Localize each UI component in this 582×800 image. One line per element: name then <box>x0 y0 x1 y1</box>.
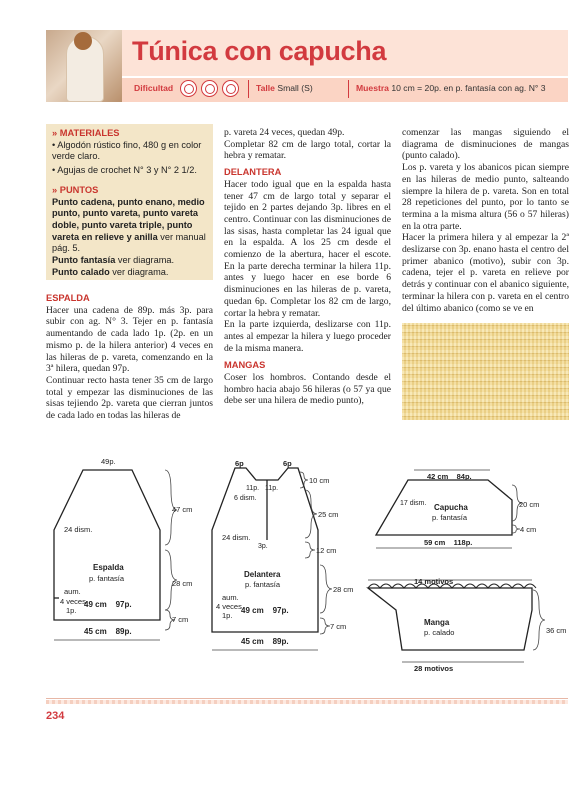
espalda-name: Espalda <box>93 563 124 572</box>
points-line: Punto calado ver diagrama. <box>52 266 169 277</box>
body-text: Hacer todo igual que en la espalda hasta tener 47 cm de largo total y separar el tejido en 2 partes dejando 3p. libres en el centro. Continuar con las disminuciones de las sisas, hasta completar las 24 igual que en la espalda. A los 25 cm desde el comienzo de la abertura, hacer el escote. En la parte derecha terminar la hilera 11p. antes y luego hacer en ese borde 6 disminuciones en las hileras de p. vareta, quedan 6p. Completar los 82 cm de largo, cortar la hebra y rematar. <box>224 178 391 319</box>
body-text: Hacer la primera hilera y al empezar la 2ª deslizarse con 3p. enano hasta el centro del primer abanico (motivo), subir con 3p. cadena, tejer el p. vareta en relieve por detrás y continuar con el abanico siguiente, terminar la hilera con p. vareta en el centro del último abanico (como se ve en <box>402 232 569 314</box>
points-line: Punto cadena, punto enano, medio punto, punto vareta, punto vareta doble, punto vareta triple, punto vareta en relieve y anilla ver manual pág. 5. <box>52 196 206 254</box>
delantera-shoulder-r: 6p <box>283 459 292 468</box>
capucha-name: Capucha <box>434 503 468 512</box>
delantera-onep: 1p. <box>222 611 233 620</box>
espalda-aum: aum. <box>64 587 81 596</box>
manga-name: Manga <box>424 618 450 627</box>
espalda-h1: 47 cm <box>172 505 193 514</box>
espalda-text: Hacer una cadena de 89p. más 3p. para subir con ag. N° 3. Tejer en p. fantasía aumentando de cada lado 1p. (2p. en un mismo p. de la hilera anterior) 4 veces en las hileras de p. vareta, comenzando en la 3ª hilera, quedan 97p. <box>46 304 213 375</box>
delantera-heading: DELANTERA <box>224 167 282 178</box>
delantera-h1: 10 cm <box>309 476 330 485</box>
size-info: Talle Small (S) <box>256 83 313 93</box>
delantera-h3: 12 cm <box>316 546 337 555</box>
espalda-width: 49 cm 97p. <box>84 600 132 609</box>
delantera-h5: 7 cm <box>330 622 347 631</box>
difficulty-label: Dificultad <box>134 83 174 93</box>
espalda-base: 45 cm 89p. <box>84 627 132 636</box>
points-heading: » PUNTOS <box>52 184 99 195</box>
materials-item: • Agujas de crochet N° 3 y N° 2 1/2. <box>52 165 197 176</box>
delantera-shoulder-l: 6p <box>235 459 244 468</box>
materials-heading: » MATERIALES <box>52 128 120 138</box>
chevron-right-icon: » <box>52 184 58 195</box>
body-text: comenzar las mangas siguiendo el diagrama de disminuciones de mangas (punto calado). <box>402 127 569 162</box>
capucha-h2: 4 cm <box>520 525 537 534</box>
body-text: Coser los hombros. Contando desde el hombro hacia abajo 56 hileras (o 57 ya que debe ser una hilera de medio punto), <box>224 372 391 407</box>
body-text: En la parte izquierda, deslizarse con 11p. antes al empezar la hilera y luego proceder de la misma manera. <box>224 319 391 354</box>
delantera-veces: 4 veces <box>216 602 242 611</box>
materials-item: • Algodón rústico fino, 480 g en color verde claro. <box>52 139 202 162</box>
body-text: p. vareta 24 veces, quedan 49p. <box>224 127 345 138</box>
footer-rule <box>46 698 568 699</box>
capucha-top: 42 cm 84p. <box>427 472 472 481</box>
body-text: Completar 82 cm de largo total, cortar la hebra y rematar. <box>224 138 391 162</box>
espalda-h2: 28 cm <box>172 579 193 588</box>
mangas-heading: MANGAS <box>224 360 266 371</box>
espalda-h3: 7 cm <box>172 615 189 624</box>
espalda-heading: ESPALDA <box>46 293 90 303</box>
espalda-top-label: 49p. <box>101 457 116 466</box>
delantera-base: 45 cm 89p. <box>241 637 289 646</box>
delantera-stitch: p. fantasía <box>245 580 281 589</box>
body-text: Los p. vareta y los abanicos pican siempre en las hileras de medio punto, salteando siempre la hilera de p. vareta. Son en total 28 repeticiones del punto, por lo tanto se termina a la misma altura (56 o 57 hileras) en la otra parte. <box>402 162 569 232</box>
capucha-stitch: p. fantasía <box>432 513 468 522</box>
points-line: Punto fantasía ver diagrama. <box>52 255 175 266</box>
page-number: 234 <box>46 710 65 722</box>
sample-info: Muestra 10 cm = 20p. en p. fantasía con ag. N° 3 <box>356 83 546 93</box>
espalda-dism-label: 24 dism. <box>64 525 93 534</box>
manga-base: 28 motivos <box>414 664 454 673</box>
delantera-name: Delantera <box>244 570 281 579</box>
espalda-text: Continuar recto hasta tener 35 cm de largo total y empezar las disminuciones de las sisas tejiendo 2p. vareta que cierran juntos de cada lado en todas las hileras de <box>46 374 213 422</box>
delantera-neck-r: 11p. <box>265 485 279 492</box>
page-title: Túnica con capucha <box>132 36 387 66</box>
manga-h1: 36 cm <box>546 626 567 635</box>
espalda-onep: 1p. <box>66 606 77 615</box>
delantera-neck-dism: 6 dism. <box>234 495 257 502</box>
capucha-dism: 17 dism. <box>400 500 427 507</box>
manga-shape <box>368 588 532 650</box>
manga-top: 14 motivos <box>414 577 454 586</box>
espalda-stitch: p. fantasía <box>89 574 125 583</box>
delantera-dism: 24 dism. <box>222 533 251 542</box>
capucha-base: 59 cm 118p. <box>424 538 473 547</box>
delantera-width: 49 cm 97p. <box>241 606 289 615</box>
delantera-center: 3p. <box>258 543 268 550</box>
delantera-aum: aum. <box>222 593 239 602</box>
delantera-h4: 28 cm <box>333 585 354 594</box>
footer-band <box>46 700 568 704</box>
delantera-neck-l: 11p. <box>246 485 260 492</box>
chevron-right-icon: » <box>52 128 58 138</box>
delantera-h2: 25 cm <box>318 510 339 519</box>
manga-stitch: p. calado <box>424 628 455 637</box>
capucha-h1: 20 cm <box>519 500 540 509</box>
espalda-veces: 4 veces <box>60 597 86 606</box>
